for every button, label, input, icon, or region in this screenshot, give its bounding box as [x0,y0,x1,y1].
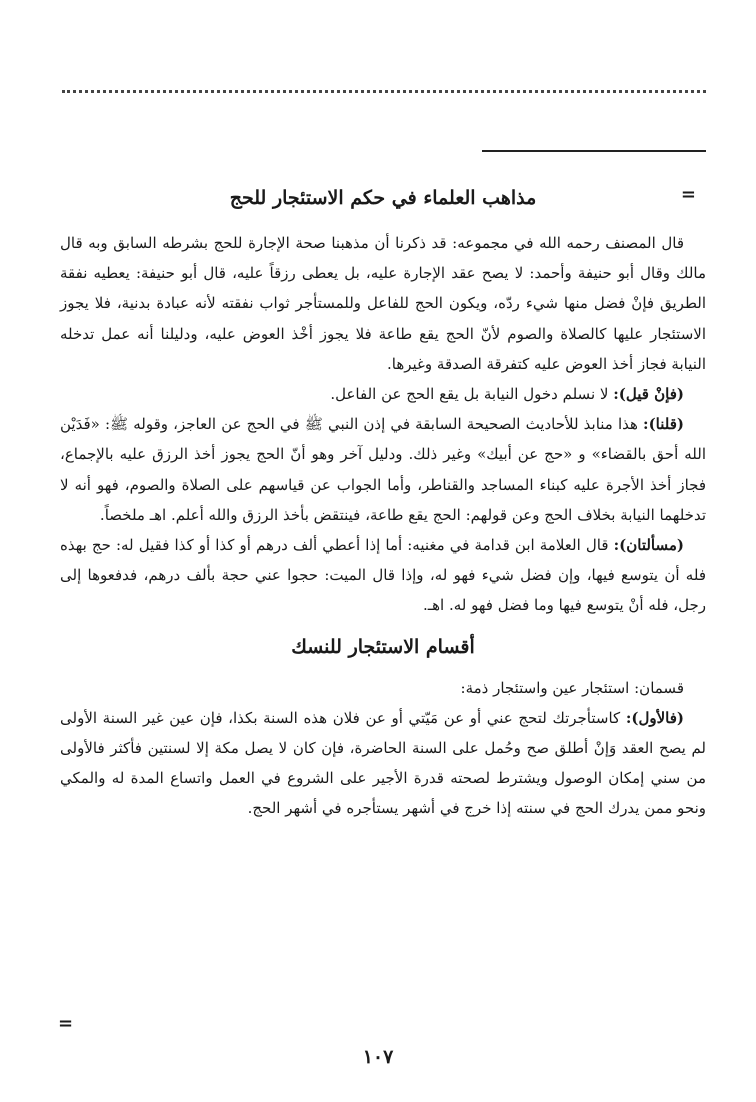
paragraph-text: هذا منابذ للأحاديث الصحيحة السابقة في إذن النبي ﷺ في الحج عن العاجز، وقوله ﷺ: «فَدَيْن الله أحق بالقضاء» و «حج عن أبيك» وغير ذلك. ودليل آخر وهو أنّ الحج يجوز أخذ الرزق عليه بالإجماع، فجاز أخذ الأجرة عليه كبناء المساجد والقناطر، وأما الجواب عن قياسهم على الصلاة والصوم، فهو أنه لا تدخلهما النيابة بخلاف الحج وعن قولهم: الحج يقع طاعة، فينتقض بأخذ الرزق والله أعلم. اهـ ملخصاً. [60,415,706,524]
paragraph-label: (فالأول): [625,708,684,727]
paragraph-label: (قلنا): [643,415,684,434]
paragraph-label: (مسألتان): [613,536,684,555]
section-title-types: أقسام الاستئجار للنسك [291,635,475,658]
margin-mark-top: = [680,184,696,205]
paragraph-two-issues [60,530,706,621]
paragraph-text: قال العلامة ابن قدامة في مغنيه: أما إذا أعطي ألف درهم أو كذا أو كذا فقيل له: حج بهذه فله أن يتوسع فيها، وإن فضل شيء فهو له، وإذا قال الميت: حجوا عني حجة بألف درهم، فدفعوها إلى رجل، فله أنْ يتوسع فيها وما فضل فهو له. اهـ. [60,536,706,615]
page-body [60,178,706,824]
section-title-scholars: مذاهب العلماء في حكم الاستئجار للحج [229,187,537,209]
paragraph-intro: قال المصنف رحمه الله في مجموعه: قد ذكرنا أن مذهبنا صحة الإجارة للحج بشرطه السابق وبه قال مالك وقال أبو حنيفة وأحمد: لا يصح عقد الإجارة عليه، بل يعطى رزقاً عليه، قال أبو حنيفة: يعطيه نفقة الطريق فإنْ فضل منها شيء ردّه، ويكون الحج للفاعل وللمستأجر ثواب نفقته لأنه عبادة بدنية، فلا يجوز الاستئجار عليها كالصلاة والصوم لأنّ الحج يقع طاعة فلا يجوز أخْذ العوض عليه، ودليلنا أنه عمل تدخله النيابة فجاز أخذ العوض عليه كتفرقة الصدقة وغيرها. [60,234,706,373]
paragraph-text: كاستأجرتك لتحج عني أو عن مَيّتي أو عن فلان هذه السنة بكذا، فإن عين غير السنة الأولى لم يصح العقد وَإنْ أطلق صح وحُمل على السنة الحاضرة، فإن كان لا يصل مكة إلا لسنتين فأكثر فالأولى من سني إمكان الوصول ويشترط لصحته قدرة الأجير على الشروع في العمل واتساع المدة له والمكي ونحو ممن يدرك الحج في سنته إذا خرج في أشهر يستأجره في أشهر الحج. [60,708,706,818]
horizontal-rule [482,150,706,152]
paragraph-two-kinds: قسمان: استئجار عين واستئجار ذمة: [460,678,684,697]
paragraph-objection [60,379,706,409]
margin-mark-bottom: = [58,1013,74,1034]
page-number: ١٠٧ [362,1046,394,1068]
paragraph-label: (فإنْ قيل): [613,385,684,404]
paragraph-first-kind [60,703,706,824]
paragraph-text: لا نسلم دخول النيابة بل يقع الحج عن الفاعل. [330,385,614,404]
dotted-separator [62,90,706,93]
paragraph-reply [60,409,706,530]
